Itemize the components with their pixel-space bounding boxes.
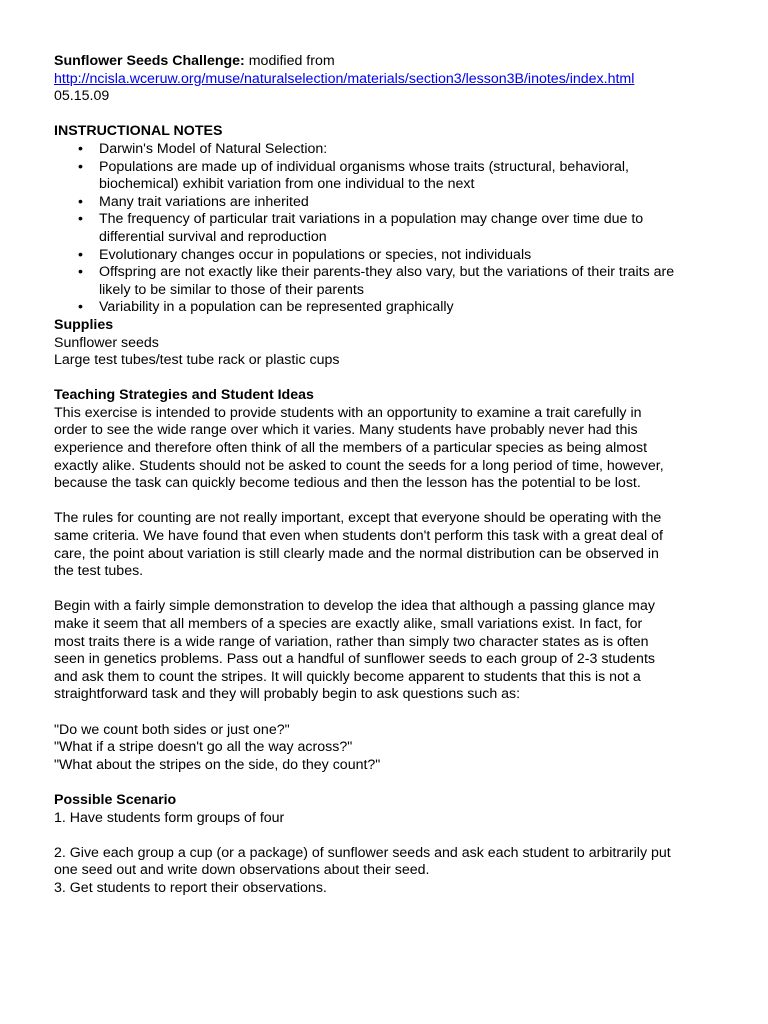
list-item xyxy=(54,299,724,317)
title-suffix: modified from xyxy=(244,53,335,69)
list-item-text: differential survival and reproduction xyxy=(99,228,327,245)
paragraph-line: experience and therefore often think of all the members of a particular species as being almost xyxy=(54,440,648,457)
list-item-text: likely to be similar to those of their parents xyxy=(99,281,364,298)
list-item-text: • Evolutionary changes occur in populations or species, not individuals xyxy=(99,246,532,263)
paragraph-line: Begin with a fairly simple demonstration to develop the idea that although a passing glance may xyxy=(54,598,655,615)
spacer xyxy=(54,774,724,792)
student-question: "Do we count both sides or just one?" xyxy=(54,721,290,738)
paragraph-line: exactly alike. Students should not be asked to count the seeds for a long period of time, however, xyxy=(54,457,664,474)
source-link[interactable]: http://ncisla.wceruw.org/muse/naturalselection/materials/section3/lesson3B/inotes/index.html xyxy=(54,70,635,87)
paragraph-line: This exercise is intended to provide students with an opportunity to examine a trait carefully in xyxy=(54,404,642,421)
spacer xyxy=(54,493,724,511)
spacer xyxy=(54,704,724,722)
spacer xyxy=(54,827,724,845)
scenario-step-3: 3. Get students to report their observations. xyxy=(54,879,327,896)
list-item xyxy=(54,247,724,265)
source-link-line xyxy=(54,71,724,89)
scenario-step-2-line: one seed out and write down observations about their seed. xyxy=(54,862,430,879)
spacer xyxy=(54,581,724,599)
list-item-text: • Populations are made up of individual organisms whose traits (structural, behavioral, xyxy=(99,158,629,175)
list-item xyxy=(54,194,724,212)
supplies-heading: Supplies xyxy=(54,316,114,333)
paragraph-line: and ask them to count the stripes. It will quickly become apparent to students that this is not a xyxy=(54,668,641,685)
spacer xyxy=(54,370,724,388)
list-item-text: • Variability in a population can be represented graphically xyxy=(99,299,454,316)
paragraph-line: order to see the wide range over which it varies. Many students have probably never had this xyxy=(54,422,638,439)
list-item-text: • Offspring are not exactly like their parents-they also vary, but the variations of their traits are xyxy=(99,264,675,281)
teaching-paragraph-1 xyxy=(54,405,724,493)
list-item xyxy=(54,159,724,194)
paragraph-line: the test tubes. xyxy=(54,563,144,580)
document-title: Sunflower Seeds Challenge: xyxy=(54,53,245,69)
list-item-text: • The frequency of particular trait variations in a population may change over time due to xyxy=(99,211,644,228)
teaching-strategies-heading: Teaching Strategies and Student Ideas xyxy=(54,387,314,404)
list-item xyxy=(54,141,724,159)
student-question: "What if a stripe doesn't go all the way across?" xyxy=(54,739,353,756)
list-item-text: • Many trait variations are inherited xyxy=(99,193,309,210)
student-question: "What about the stripes on the side, do they count?" xyxy=(54,756,381,773)
scenario-step-1: 1. Have students form groups of four xyxy=(54,809,285,826)
paragraph-line: seen in genetics problems. Pass out a handful of sunflower seeds to each group of 2-3 students xyxy=(54,651,655,668)
paragraph-line: make it seem that all members of a species are exactly alike, small variations exist. In fact, for xyxy=(54,616,643,632)
instructional-notes-list xyxy=(54,141,724,317)
instructional-notes-heading: INSTRUCTIONAL NOTES xyxy=(54,123,223,140)
document-page xyxy=(54,53,724,898)
supply-item: Sunflower seeds xyxy=(54,334,159,351)
list-item xyxy=(54,264,724,299)
document-date: 05.15.09 xyxy=(54,88,110,105)
supply-item: Large test tubes/test tube rack or plastic cups xyxy=(54,352,340,369)
document-title-line xyxy=(54,53,724,71)
paragraph-line: The rules for counting are not really important, except that everyone should be operating with the xyxy=(54,510,662,527)
paragraph-line: care, the point about variation is still clearly made and the normal distribution can be observed in xyxy=(54,545,659,562)
paragraph-line: straightforward task and they will probably begin to ask questions such as: xyxy=(54,686,521,703)
paragraph-line: most traits there is a wide range of variation, rather than simply two character states as is often xyxy=(54,633,649,650)
teaching-paragraph-2 xyxy=(54,510,724,580)
list-item xyxy=(54,211,724,246)
possible-scenario-heading: Possible Scenario xyxy=(54,791,177,808)
scenario-step-2-line: 2. Give each group a cup (or a package) of sunflower seeds and ask each student to arbitrarily put xyxy=(54,844,671,861)
spacer xyxy=(54,106,724,124)
paragraph-line: because the task can quickly become tedious and then the lesson has the potential to be lost. xyxy=(54,475,641,492)
teaching-paragraph-3 xyxy=(54,598,724,704)
list-item-text: biochemical) exhibit variation from one individual to the next xyxy=(99,176,475,193)
list-item-text: • Darwin's Model of Natural Selection: xyxy=(99,140,328,157)
paragraph-line: same criteria. We have found that even when students don't perform this task with a great deal of xyxy=(54,528,663,545)
